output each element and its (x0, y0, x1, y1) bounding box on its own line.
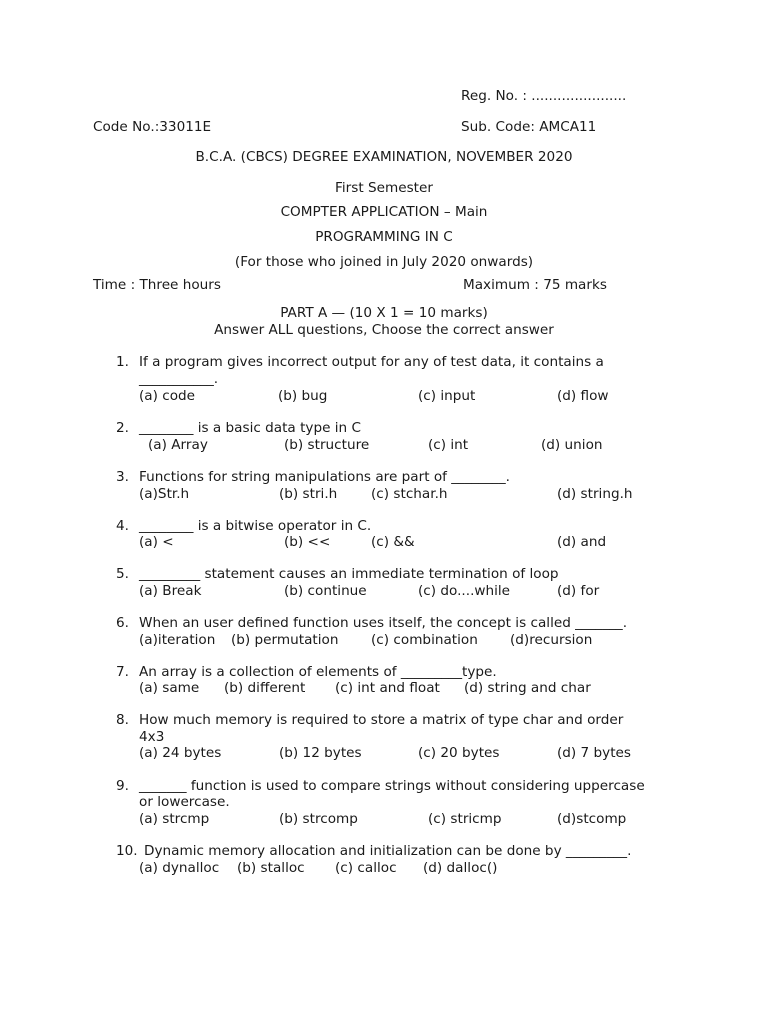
part-instruction: Answer ALL questions, Choose the correct answer (214, 322, 554, 338)
time-allowed: Time : Three hours (93, 277, 221, 293)
option-a: (a) dynalloc (139, 860, 220, 876)
option-d: (d) string.h (557, 486, 633, 502)
question-number: 8. (116, 712, 129, 728)
option-d: (d)stcomp (557, 811, 627, 827)
question-text-line-2: 4x3 (139, 729, 165, 745)
option-b: (b) continue (284, 583, 367, 599)
option-c: (c) combination (371, 632, 478, 648)
maximum-marks: Maximum : 75 marks (463, 277, 607, 293)
option-a: (a) < (139, 534, 174, 550)
option-b: (b) permutation (231, 632, 339, 648)
sub-code: Sub. Code: AMCA11 (461, 119, 597, 135)
option-b: (b) stalloc (237, 860, 305, 876)
reg-no: Reg. No. : ...................... (461, 88, 627, 104)
option-d: (d) union (541, 437, 603, 453)
question-text: If a program gives incorrect output for any of test data, it contains a (139, 354, 604, 370)
part-title: PART A — (10 X 1 = 10 marks) (280, 305, 488, 321)
question-text: An array is a collection of elements of _________type. (139, 664, 497, 680)
option-c: (c) do....while (418, 583, 511, 599)
question-text: When an user defined function uses itself, the concept is called _______. (139, 615, 628, 631)
option-d: (d) 7 bytes (557, 745, 631, 761)
option-a: (a) Break (139, 583, 202, 599)
question-number: 7. (116, 664, 129, 680)
question-text: ________ is a bitwise operator in C. (139, 518, 372, 534)
question-number: 5. (116, 566, 129, 582)
question-text: _______ function is used to compare strings without considering uppercase (139, 778, 645, 794)
option-c: (c) stchar.h (371, 486, 448, 502)
code-no: Code No.:33011E (93, 119, 212, 135)
question-number: 1. (116, 354, 129, 370)
option-b: (b) bug (278, 388, 328, 404)
question-text: _________ statement causes an immediate termination of loop (139, 566, 559, 582)
option-a: (a) Array (148, 437, 208, 453)
option-a: (a) 24 bytes (139, 745, 222, 761)
question-number: 3. (116, 469, 129, 485)
question-number: 2. (116, 420, 129, 436)
option-b: (b) strcomp (279, 811, 358, 827)
option-c: (c) int and float (335, 680, 440, 696)
question-text: ________ is a basic data type in C (139, 420, 361, 436)
option-b: (b) structure (284, 437, 370, 453)
option-c: (c) int (428, 437, 469, 453)
question-text: Dynamic memory allocation and initialization can be done by _________. (144, 843, 632, 859)
option-c: (c) && (371, 534, 415, 550)
option-d: (d) for (557, 583, 600, 599)
question-number: 10. (116, 843, 138, 859)
question-text-line-2: or lowercase. (139, 794, 230, 810)
subject-title: PROGRAMMING IN C (315, 229, 453, 245)
exam-title: B.C.A. (CBCS) DEGREE EXAMINATION, NOVEMBER 2020 (195, 149, 573, 165)
option-d: (d) dalloc() (423, 860, 498, 876)
option-a: (a) same (139, 680, 200, 696)
option-d: (d)recursion (510, 632, 593, 648)
option-a: (a)Str.h (139, 486, 190, 502)
eligibility-note: (For those who joined in July 2020 onwards) (234, 254, 534, 270)
option-d: (d) flow (557, 388, 609, 404)
question-text: How much memory is required to store a matrix of type char and order (139, 712, 624, 728)
option-b: (b) stri.h (279, 486, 338, 502)
option-c: (c) input (418, 388, 476, 404)
option-d: (d) and (557, 534, 607, 550)
option-b: (b) 12 bytes (279, 745, 362, 761)
option-b: (b) << (284, 534, 331, 550)
question-number: 9. (116, 778, 129, 794)
option-c: (c) 20 bytes (418, 745, 500, 761)
option-b: (b) different (224, 680, 306, 696)
option-c: (c) calloc (335, 860, 397, 876)
semester: First Semester (335, 180, 433, 196)
question-number: 4. (116, 518, 129, 534)
option-d: (d) string and char (464, 680, 591, 696)
option-c: (c) stricmp (428, 811, 502, 827)
option-a: (a) code (139, 388, 196, 404)
question-number: 6. (116, 615, 129, 631)
question-text: Functions for string manipulations are part of ________. (139, 469, 510, 485)
subject-group: COMPTER APPLICATION – Main (280, 204, 488, 220)
option-a: (a)iteration (139, 632, 216, 648)
question-text-line-2: ___________. (139, 371, 219, 387)
option-a: (a) strcmp (139, 811, 210, 827)
